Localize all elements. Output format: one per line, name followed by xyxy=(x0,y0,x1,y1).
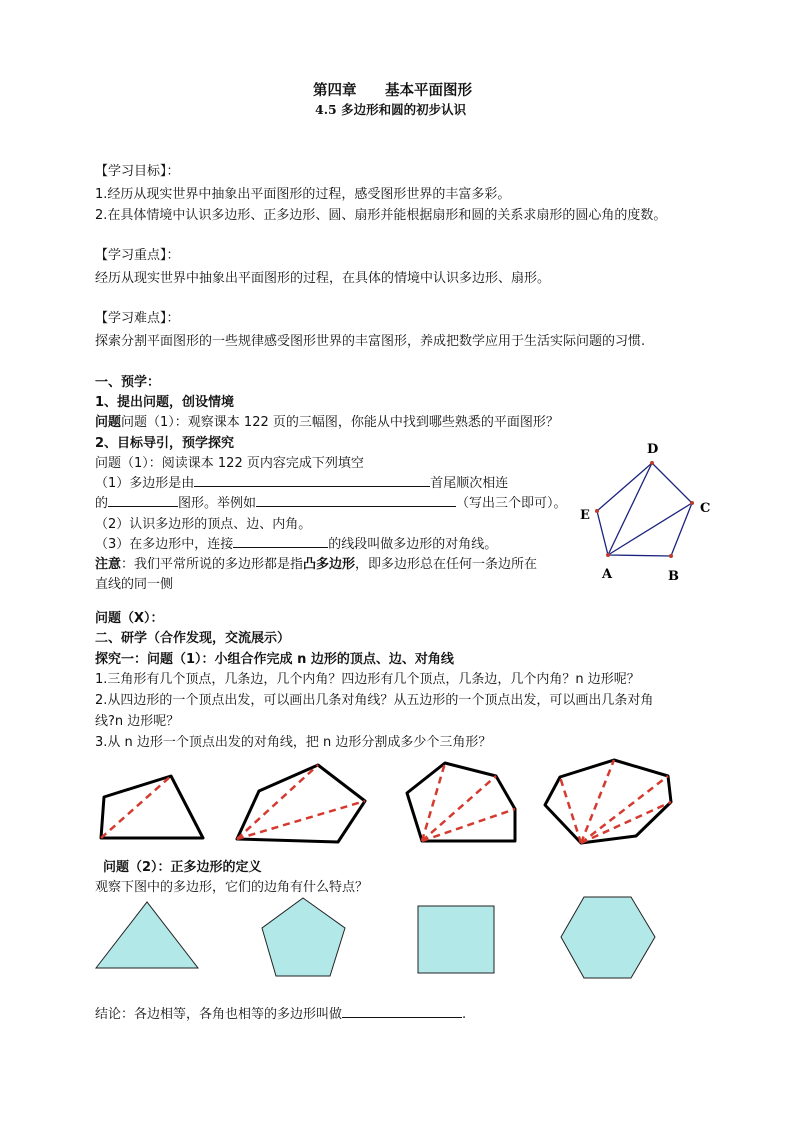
preview-heading: 一、预学： xyxy=(95,375,161,390)
preview-step2: 2、目标导引，预学探究 xyxy=(95,436,235,451)
objective-item: 2.在具体情境中认识多边形、正多边形、圆、扇形并能根据扇形和圆的关系求扇形的圆心角的度数。 xyxy=(95,208,667,223)
fill-text: （写出三个即可）。 xyxy=(456,496,567,511)
study-item: 线?n 边形呢？ xyxy=(95,714,180,729)
regular-hexagon xyxy=(561,897,655,978)
study-item: 3.从 n 边形一个顶点出发的对角线，把 n 边形分割成多少个三角形？ xyxy=(95,735,492,750)
section-title: 4.5 多边形和圆的初步认识 xyxy=(315,102,467,117)
regular-triangle xyxy=(96,902,198,968)
chapter-number: 第四章 xyxy=(313,82,357,99)
key-points-text: 经历从现实世界中抽象出平面图形的过程，在具体的情境中认识多边形、扇形。 xyxy=(95,271,551,286)
chapter-title: 基本平面图形 xyxy=(385,82,472,99)
key-points-heading: 【学习重点】： xyxy=(95,248,180,263)
fill-text: 图形。举例如 xyxy=(178,496,257,511)
explore-1: 探究一：问题（1）：小组合作完成 n 边形的顶点、边、对角线 xyxy=(95,652,454,667)
study-item: 1.三角形有几个顶点，几条边，几个内角？四边形有几个顶点，几条边，几个内角？n 边形呢？ xyxy=(95,672,640,687)
label-a: A xyxy=(602,567,613,582)
regular-pentagon xyxy=(262,898,345,976)
preview-question-1b: 问题（1）：阅读课本 122 页内容完成下列填空 xyxy=(95,456,364,471)
note-text: ，即多边形总在任何一条边所在 xyxy=(355,557,538,572)
preview-question-1a: 问题问题（1）：观察课本 122 页的三幅图，你能从中找到哪些熟悉的平面图形？ xyxy=(95,415,559,430)
note-text: ：我们平常所说的多边形都是指 xyxy=(121,557,304,572)
observe-text: 观察下图中的多边形，它们的边角有什么特点？ xyxy=(95,880,369,895)
label-b: B xyxy=(668,569,679,584)
conclusion-blank[interactable] xyxy=(342,1003,462,1018)
fill-text: （3）在多边形中，连接 xyxy=(95,537,234,552)
question-x: 问题（X）： xyxy=(95,611,164,626)
difficulties-heading: 【学习难点】： xyxy=(95,311,180,326)
conclusion-line xyxy=(95,1003,466,1022)
fill-text: 的线段叫做多边形的对角线。 xyxy=(328,537,498,552)
fill-text: 的 xyxy=(95,496,109,511)
preview-step1: 1、提出问题，创设情境 xyxy=(95,395,235,410)
question-text: 问题（1）：观察课本 122 页的三幅图，你能从中找到哪些熟悉的平面图形？ xyxy=(121,415,559,430)
label-d: D xyxy=(647,442,659,457)
note-label: 注意 xyxy=(95,557,122,572)
difficulties-text: 探索分割平面图形的一些规律感受图形世界的丰富图形，养成把数学应用于生活实际问题的习惯. xyxy=(95,334,646,349)
fill-text: （1）多边形是由 xyxy=(95,476,195,491)
note-bold: 凸多边形 xyxy=(303,557,356,572)
square xyxy=(418,906,494,973)
question-2: 问题（2）：正多边形的定义 xyxy=(103,860,262,875)
objective-item: 1.经历从现实世界中抽象出平面图形的过程，感受图形世界的丰富多彩。 xyxy=(95,187,511,202)
label-e: E xyxy=(580,508,590,523)
study-item: 2.从四边形的一个顶点出发，可以画出几条对角线？从五边形的一个顶点出发，可以画出几条对角 xyxy=(95,693,654,708)
conclusion-text: 结论：各边相等，各角也相等的多边形叫做 xyxy=(95,1007,343,1022)
objectives-heading: 【学习目标】： xyxy=(95,164,180,179)
study-heading: 二、研学（合作发现，交流展示） xyxy=(95,631,291,646)
note-line-2: 直线的同一侧 xyxy=(95,577,174,592)
fill-line-3: （2）认识多边形的顶点、边、内角。 xyxy=(95,517,312,532)
fill-text: 首尾顺次相连 xyxy=(430,476,509,491)
conclusion-period: . xyxy=(462,1007,467,1022)
label-c: C xyxy=(700,501,711,516)
